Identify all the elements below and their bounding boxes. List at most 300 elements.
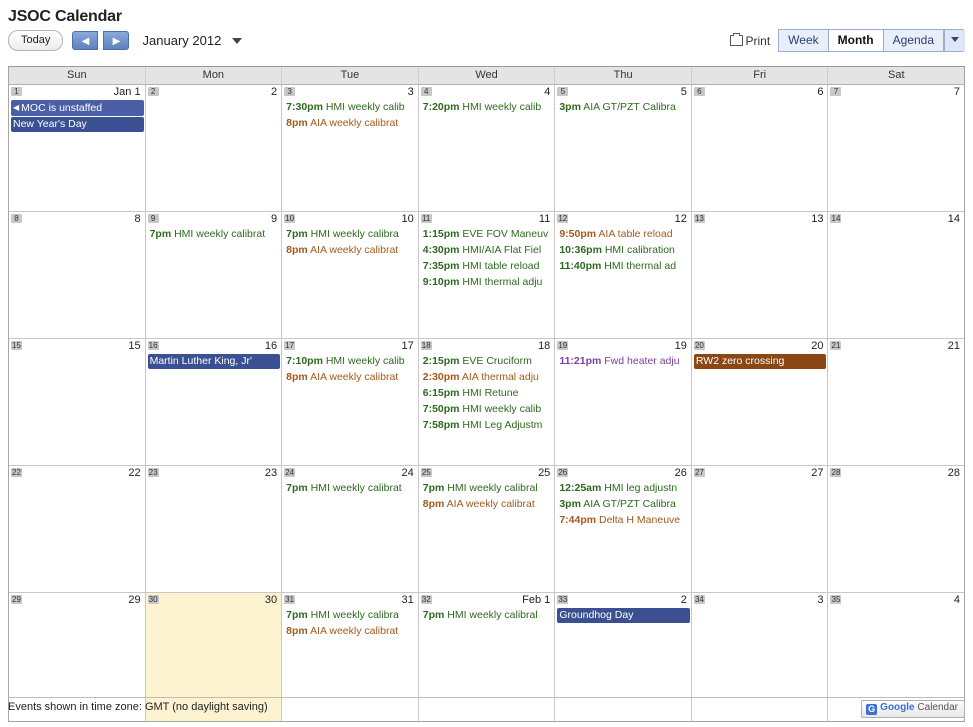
event-title: Groundhog Day — [559, 609, 634, 621]
day-events — [146, 99, 282, 100]
tab-agenda[interactable]: Agenda — [883, 29, 944, 52]
calendar-event[interactable] — [284, 227, 417, 242]
day-cell[interactable] — [828, 466, 964, 592]
tab-week[interactable]: Week — [778, 29, 827, 52]
calendar-event[interactable] — [421, 418, 554, 433]
week-number: 32 — [421, 595, 431, 604]
week-number: 31 — [285, 595, 295, 604]
day-cell[interactable] — [282, 85, 419, 211]
week-number: 21 — [831, 341, 841, 350]
calendar-event[interactable] — [421, 243, 554, 258]
week-number: 25 — [421, 468, 431, 477]
event-title: HMI/AIA Flat Fiel — [462, 244, 542, 256]
day-cell[interactable] — [828, 85, 964, 211]
day-header — [146, 466, 282, 480]
event-title: HMI weekly calibra — [310, 609, 399, 621]
weekday-sun: Sun — [9, 67, 146, 84]
week-number: 14 — [831, 214, 841, 223]
calendar-event[interactable] — [284, 116, 417, 131]
day-cell[interactable] — [9, 339, 146, 465]
toolbar-right — [730, 29, 965, 52]
day-number[interactable]: 6 — [817, 86, 824, 98]
event-title: AIA weekly calibrat — [310, 117, 399, 129]
day-cell[interactable] — [146, 339, 283, 465]
day-events — [555, 226, 691, 274]
week-number: 10 — [285, 214, 295, 223]
event-time: 7:44pm — [559, 514, 597, 526]
calendar-event[interactable] — [284, 481, 417, 496]
day-number[interactable]: 29 — [128, 594, 141, 606]
event-time: 8pm — [286, 625, 308, 637]
event-time: 9:10pm — [422, 276, 460, 288]
event-time: 7pm — [149, 228, 172, 240]
event-time: 2:15pm — [422, 355, 460, 367]
day-number[interactable]: 13 — [811, 213, 824, 225]
calendar-event[interactable] — [421, 370, 554, 385]
day-events — [9, 480, 145, 481]
day-cell[interactable] — [282, 466, 419, 592]
day-number[interactable]: 10 — [401, 213, 414, 225]
day-header — [146, 339, 282, 353]
day-number[interactable]: 11 — [538, 213, 551, 225]
event-time: 7pm — [286, 609, 308, 621]
day-header — [555, 339, 691, 353]
print-button[interactable] — [730, 34, 770, 48]
view-dropdown-button[interactable] — [944, 29, 965, 52]
day-events — [9, 226, 145, 227]
day-number[interactable]: 12 — [674, 213, 687, 225]
calendar-event[interactable] — [284, 354, 417, 369]
calendar-event[interactable] — [421, 608, 554, 623]
calendar-event[interactable] — [11, 117, 144, 132]
day-events — [419, 480, 555, 512]
event-title: HMI thermal ad — [604, 260, 677, 272]
event-title: HMI calibration — [604, 244, 675, 256]
day-events — [828, 480, 964, 481]
day-cell[interactable] — [555, 339, 692, 465]
calendar-event[interactable] — [557, 100, 690, 115]
calendar-event[interactable] — [421, 259, 554, 274]
calendar-event[interactable] — [11, 100, 144, 116]
day-events — [828, 226, 964, 227]
day-events — [555, 480, 691, 528]
event-time: 7:20pm — [422, 101, 460, 113]
day-number[interactable]: Feb 1 — [522, 594, 551, 606]
chevron-left-icon[interactable]: ◀ — [72, 31, 98, 50]
week-number: 35 — [831, 595, 841, 604]
chevron-down-icon[interactable] — [232, 38, 242, 44]
chevron-down-icon — [951, 37, 959, 42]
calendar-grid — [8, 66, 965, 722]
week-row — [9, 466, 964, 593]
day-header — [692, 85, 828, 99]
day-header — [692, 593, 828, 607]
event-time: 3pm — [559, 101, 581, 113]
event-title: RW2 zero crossing — [695, 355, 785, 367]
weekday-tue: Tue — [282, 67, 419, 84]
weekday-wed: Wed — [419, 67, 556, 84]
calendar-event[interactable] — [421, 497, 554, 512]
day-number[interactable]: 19 — [674, 340, 687, 352]
day-cell[interactable] — [282, 212, 419, 338]
event-title: HMI weekly calibrat — [174, 228, 266, 240]
event-title: HMI weekly calib — [462, 101, 542, 113]
event-time: 7:50pm — [422, 403, 460, 415]
event-time: 3pm — [559, 498, 581, 510]
weekday-header-row — [9, 67, 964, 85]
event-time: 7pm — [422, 482, 445, 494]
event-time: 10:36pm — [559, 244, 602, 256]
day-number[interactable]: 9 — [271, 213, 278, 225]
calendar-event[interactable] — [557, 243, 690, 258]
day-header — [9, 593, 145, 607]
day-events — [9, 99, 145, 132]
day-cell[interactable] — [828, 339, 964, 465]
event-time: 11:21pm — [559, 355, 602, 367]
event-title: AIA thermal adju — [461, 371, 539, 383]
day-number[interactable]: 8 — [134, 213, 141, 225]
day-cell[interactable] — [146, 466, 283, 592]
calendar-event[interactable] — [284, 370, 417, 385]
week-number: 7 — [830, 87, 841, 96]
day-header — [146, 212, 282, 226]
week-number: 19 — [558, 341, 568, 350]
day-number[interactable]: 22 — [128, 467, 141, 479]
day-number[interactable]: 17 — [401, 340, 414, 352]
day-cell[interactable] — [692, 339, 829, 465]
weekday-fri: Fri — [692, 67, 829, 84]
weekday-thu: Thu — [555, 67, 692, 84]
calendar-event[interactable] — [557, 481, 690, 496]
event-title: Martin Luther King, Jr' — [149, 355, 252, 367]
event-title: AIA weekly calibrat — [446, 498, 535, 510]
day-number[interactable]: 3 — [817, 594, 824, 606]
calendar-event[interactable] — [557, 259, 690, 274]
calendar-event[interactable] — [557, 608, 690, 623]
day-cell[interactable] — [828, 212, 964, 338]
calendar-event[interactable] — [421, 227, 554, 242]
event-title: HMI weekly calib — [462, 403, 542, 415]
day-number[interactable]: 30 — [264, 594, 278, 606]
week-number: 26 — [558, 468, 568, 477]
week-number: 24 — [285, 468, 295, 477]
day-number[interactable]: 25 — [538, 467, 551, 479]
day-number[interactable]: 5 — [680, 86, 687, 98]
event-title: HMI weekly calibral — [447, 609, 538, 621]
day-cell[interactable] — [419, 212, 556, 338]
toolbar — [0, 26, 973, 56]
google-calendar-badge[interactable] — [861, 700, 965, 718]
today-button[interactable]: Today — [8, 30, 63, 51]
day-header — [146, 593, 282, 607]
weeks-container — [9, 85, 964, 721]
day-cell[interactable] — [555, 466, 692, 592]
day-cell[interactable] — [692, 466, 829, 592]
day-events — [282, 480, 418, 496]
week-number: 16 — [148, 341, 158, 350]
event-title: HMI leg adjustn — [604, 482, 678, 494]
weekday-sat: Sat — [888, 69, 905, 81]
day-cell[interactable] — [146, 85, 283, 211]
month-nav-group — [72, 31, 129, 50]
event-time: 8pm — [422, 498, 445, 510]
event-time: 8pm — [286, 244, 308, 256]
day-header — [9, 85, 145, 99]
week-number: 9 — [148, 214, 159, 223]
tab-month[interactable]: Month — [828, 29, 883, 52]
day-cell[interactable] — [9, 466, 146, 592]
week-number: 17 — [285, 341, 295, 350]
day-events — [555, 353, 691, 369]
event-title: HMI Retune — [462, 387, 519, 399]
day-number[interactable]: 26 — [674, 467, 687, 479]
day-header — [828, 339, 964, 353]
event-time: 2:30pm — [422, 371, 460, 383]
event-title: EVE Cruciform — [462, 355, 532, 367]
event-time: 7:35pm — [422, 260, 460, 272]
calendar-event[interactable] — [421, 275, 554, 290]
day-number[interactable]: 4 — [544, 86, 551, 98]
day-cell[interactable] — [555, 212, 692, 338]
day-cell[interactable] — [555, 85, 692, 211]
day-events — [282, 607, 418, 639]
day-cell[interactable] — [282, 339, 419, 465]
day-cell[interactable] — [692, 212, 829, 338]
calendar-event[interactable] — [284, 100, 417, 115]
event-time: 12:25am — [559, 482, 602, 494]
day-header — [555, 212, 691, 226]
event-title: AIA weekly calibrat — [310, 244, 399, 256]
day-number[interactable]: 3 — [407, 86, 414, 98]
page-title: JSOC Calendar — [8, 8, 122, 25]
calendar-event[interactable] — [421, 386, 554, 401]
day-header — [692, 212, 828, 226]
day-events — [146, 226, 282, 242]
week-row — [9, 85, 964, 212]
week-number: 18 — [421, 341, 431, 350]
day-events — [692, 353, 828, 369]
footer — [8, 697, 965, 721]
day-events — [828, 353, 964, 354]
day-header — [419, 339, 555, 353]
week-number: 4 — [421, 87, 432, 96]
calendar-event[interactable] — [421, 354, 554, 369]
day-cell[interactable] — [419, 466, 556, 592]
calendar-event[interactable] — [694, 354, 827, 369]
calendar-event[interactable] — [148, 354, 281, 369]
week-number: 6 — [694, 87, 705, 96]
day-header — [282, 593, 418, 607]
event-time: 7:30pm — [286, 101, 323, 113]
event-time: 7:10pm — [286, 355, 323, 367]
calendar-event[interactable] — [148, 227, 281, 242]
week-number: 34 — [694, 595, 704, 604]
day-cell[interactable] — [9, 212, 146, 338]
event-title: New Year's Day — [13, 118, 87, 130]
event-time: 7:58pm — [422, 419, 460, 431]
day-number[interactable]: 16 — [264, 340, 278, 352]
day-header — [419, 85, 555, 99]
day-events — [692, 99, 828, 100]
print-label: Print — [745, 33, 771, 48]
day-events — [146, 353, 282, 369]
week-number: 27 — [694, 468, 704, 477]
event-title: HMI weekly calibral — [447, 482, 538, 494]
day-number[interactable]: Jan 1 — [113, 86, 141, 98]
day-events — [692, 226, 828, 227]
day-events — [555, 99, 691, 115]
calendar-event[interactable] — [421, 402, 554, 417]
day-number[interactable]: 27 — [811, 467, 824, 479]
day-number[interactable]: 2 — [680, 594, 687, 606]
event-title: HMI thermal adju — [462, 276, 543, 288]
day-header — [828, 466, 964, 480]
day-cell[interactable] — [9, 85, 146, 211]
day-header — [9, 212, 145, 226]
week-number: 8 — [11, 214, 22, 223]
day-cell[interactable] — [419, 339, 556, 465]
calendar-event[interactable] — [557, 227, 690, 242]
weekday-mon: Mon — [146, 67, 283, 84]
day-header — [419, 593, 555, 607]
event-title: Fwd heater adju — [604, 355, 680, 367]
calendar-event[interactable] — [421, 100, 554, 115]
day-events — [9, 607, 145, 608]
day-events — [419, 607, 555, 623]
week-number: 11 — [422, 214, 431, 223]
event-title: AIA weekly calibrat — [310, 625, 399, 637]
event-title: AIA GT/PZT Calibra — [583, 498, 676, 510]
event-time: 6:15pm — [422, 387, 460, 399]
day-header — [555, 593, 691, 607]
calendar-event[interactable] — [421, 481, 554, 496]
event-time: 8pm — [286, 117, 308, 129]
day-header — [419, 212, 555, 226]
day-header — [828, 212, 964, 226]
week-number: 13 — [694, 214, 704, 223]
week-number: 2 — [148, 87, 159, 96]
day-number[interactable]: 21 — [947, 340, 961, 352]
day-header — [828, 593, 964, 607]
event-time: 9:50pm — [559, 228, 597, 240]
event-title: EVE FOV Maneuv — [462, 228, 549, 240]
timezone-note: Events shown in time zone: GMT (no daylight saving) — [8, 701, 268, 713]
day-number[interactable]: 28 — [947, 467, 961, 479]
week-number: 30 — [148, 595, 158, 604]
badge-product: Calendar — [917, 702, 958, 713]
week-number: 22 — [12, 468, 21, 477]
printer-icon — [730, 35, 743, 46]
current-month-label: January 2012 — [142, 33, 222, 48]
event-title: AIA GT/PZT Calibra — [583, 101, 676, 113]
event-time: 7pm — [286, 482, 308, 494]
day-events — [692, 607, 828, 608]
day-events — [282, 353, 418, 385]
calendar-event[interactable] — [284, 608, 417, 623]
day-header — [282, 212, 418, 226]
week-number: 15 — [12, 341, 21, 350]
week-number: 3 — [284, 87, 295, 96]
badge-brand: Google — [880, 702, 915, 713]
calendar-event[interactable] — [557, 497, 690, 512]
day-events — [419, 226, 555, 290]
day-number[interactable]: 23 — [264, 467, 278, 479]
calendar-event[interactable] — [557, 513, 690, 528]
day-header — [828, 85, 964, 99]
week-number: 20 — [694, 341, 704, 350]
event-title: HMI weekly calib — [325, 355, 405, 367]
day-number[interactable]: 31 — [401, 594, 414, 606]
day-header — [555, 466, 691, 480]
day-events — [692, 480, 828, 481]
event-title: HMI weekly calibra — [310, 228, 399, 240]
day-events — [419, 99, 555, 115]
day-header — [555, 85, 691, 99]
week-number: 29 — [12, 595, 21, 604]
day-events — [828, 607, 964, 608]
event-time: 7pm — [422, 609, 445, 621]
week-number: 5 — [557, 87, 568, 96]
day-number[interactable]: 14 — [947, 213, 961, 225]
event-time: 8pm — [286, 371, 308, 383]
week-number: 23 — [148, 468, 158, 477]
day-cell[interactable] — [146, 212, 283, 338]
day-header — [146, 85, 282, 99]
day-header — [419, 466, 555, 480]
google-icon: G — [868, 704, 876, 714]
event-time: 7pm — [286, 228, 308, 240]
day-number[interactable]: 7 — [953, 86, 961, 98]
week-row — [9, 339, 964, 466]
calendar-event[interactable] — [284, 243, 417, 258]
week-number: 1 — [11, 87, 22, 96]
day-number[interactable]: 2 — [271, 86, 278, 98]
event-title: HMI weekly calib — [325, 101, 405, 113]
day-events — [146, 607, 282, 608]
day-number[interactable]: 20 — [811, 340, 824, 352]
day-events — [419, 353, 555, 433]
day-events — [828, 99, 964, 100]
week-number: 28 — [831, 468, 841, 477]
day-header — [282, 466, 418, 480]
day-events — [555, 607, 691, 623]
day-cell[interactable] — [419, 85, 556, 211]
day-number[interactable]: 24 — [401, 467, 414, 479]
event-title: Delta H Maneuve — [599, 514, 681, 526]
event-time: 4:30pm — [422, 244, 460, 256]
calendar-event[interactable] — [557, 354, 690, 369]
day-header — [282, 339, 418, 353]
day-header — [692, 466, 828, 480]
week-number: 12 — [558, 214, 568, 223]
day-events — [146, 480, 282, 481]
chevron-right-icon[interactable]: ▶ — [103, 31, 129, 50]
day-header — [9, 339, 145, 353]
week-number: 33 — [558, 595, 568, 604]
event-title: MOC is unstaffed — [21, 102, 103, 114]
event-title: AIA weekly calibrat — [310, 371, 399, 383]
day-number[interactable]: 4 — [953, 594, 961, 606]
event-title: HMI table reload — [462, 260, 540, 272]
calendar-event[interactable] — [284, 624, 417, 639]
day-cell[interactable] — [692, 85, 829, 211]
day-number[interactable]: 18 — [538, 340, 551, 352]
day-header — [692, 339, 828, 353]
day-header — [9, 466, 145, 480]
day-header — [282, 85, 418, 99]
day-number[interactable]: 15 — [128, 340, 141, 352]
event-title: HMI weekly calibrat — [310, 482, 402, 494]
